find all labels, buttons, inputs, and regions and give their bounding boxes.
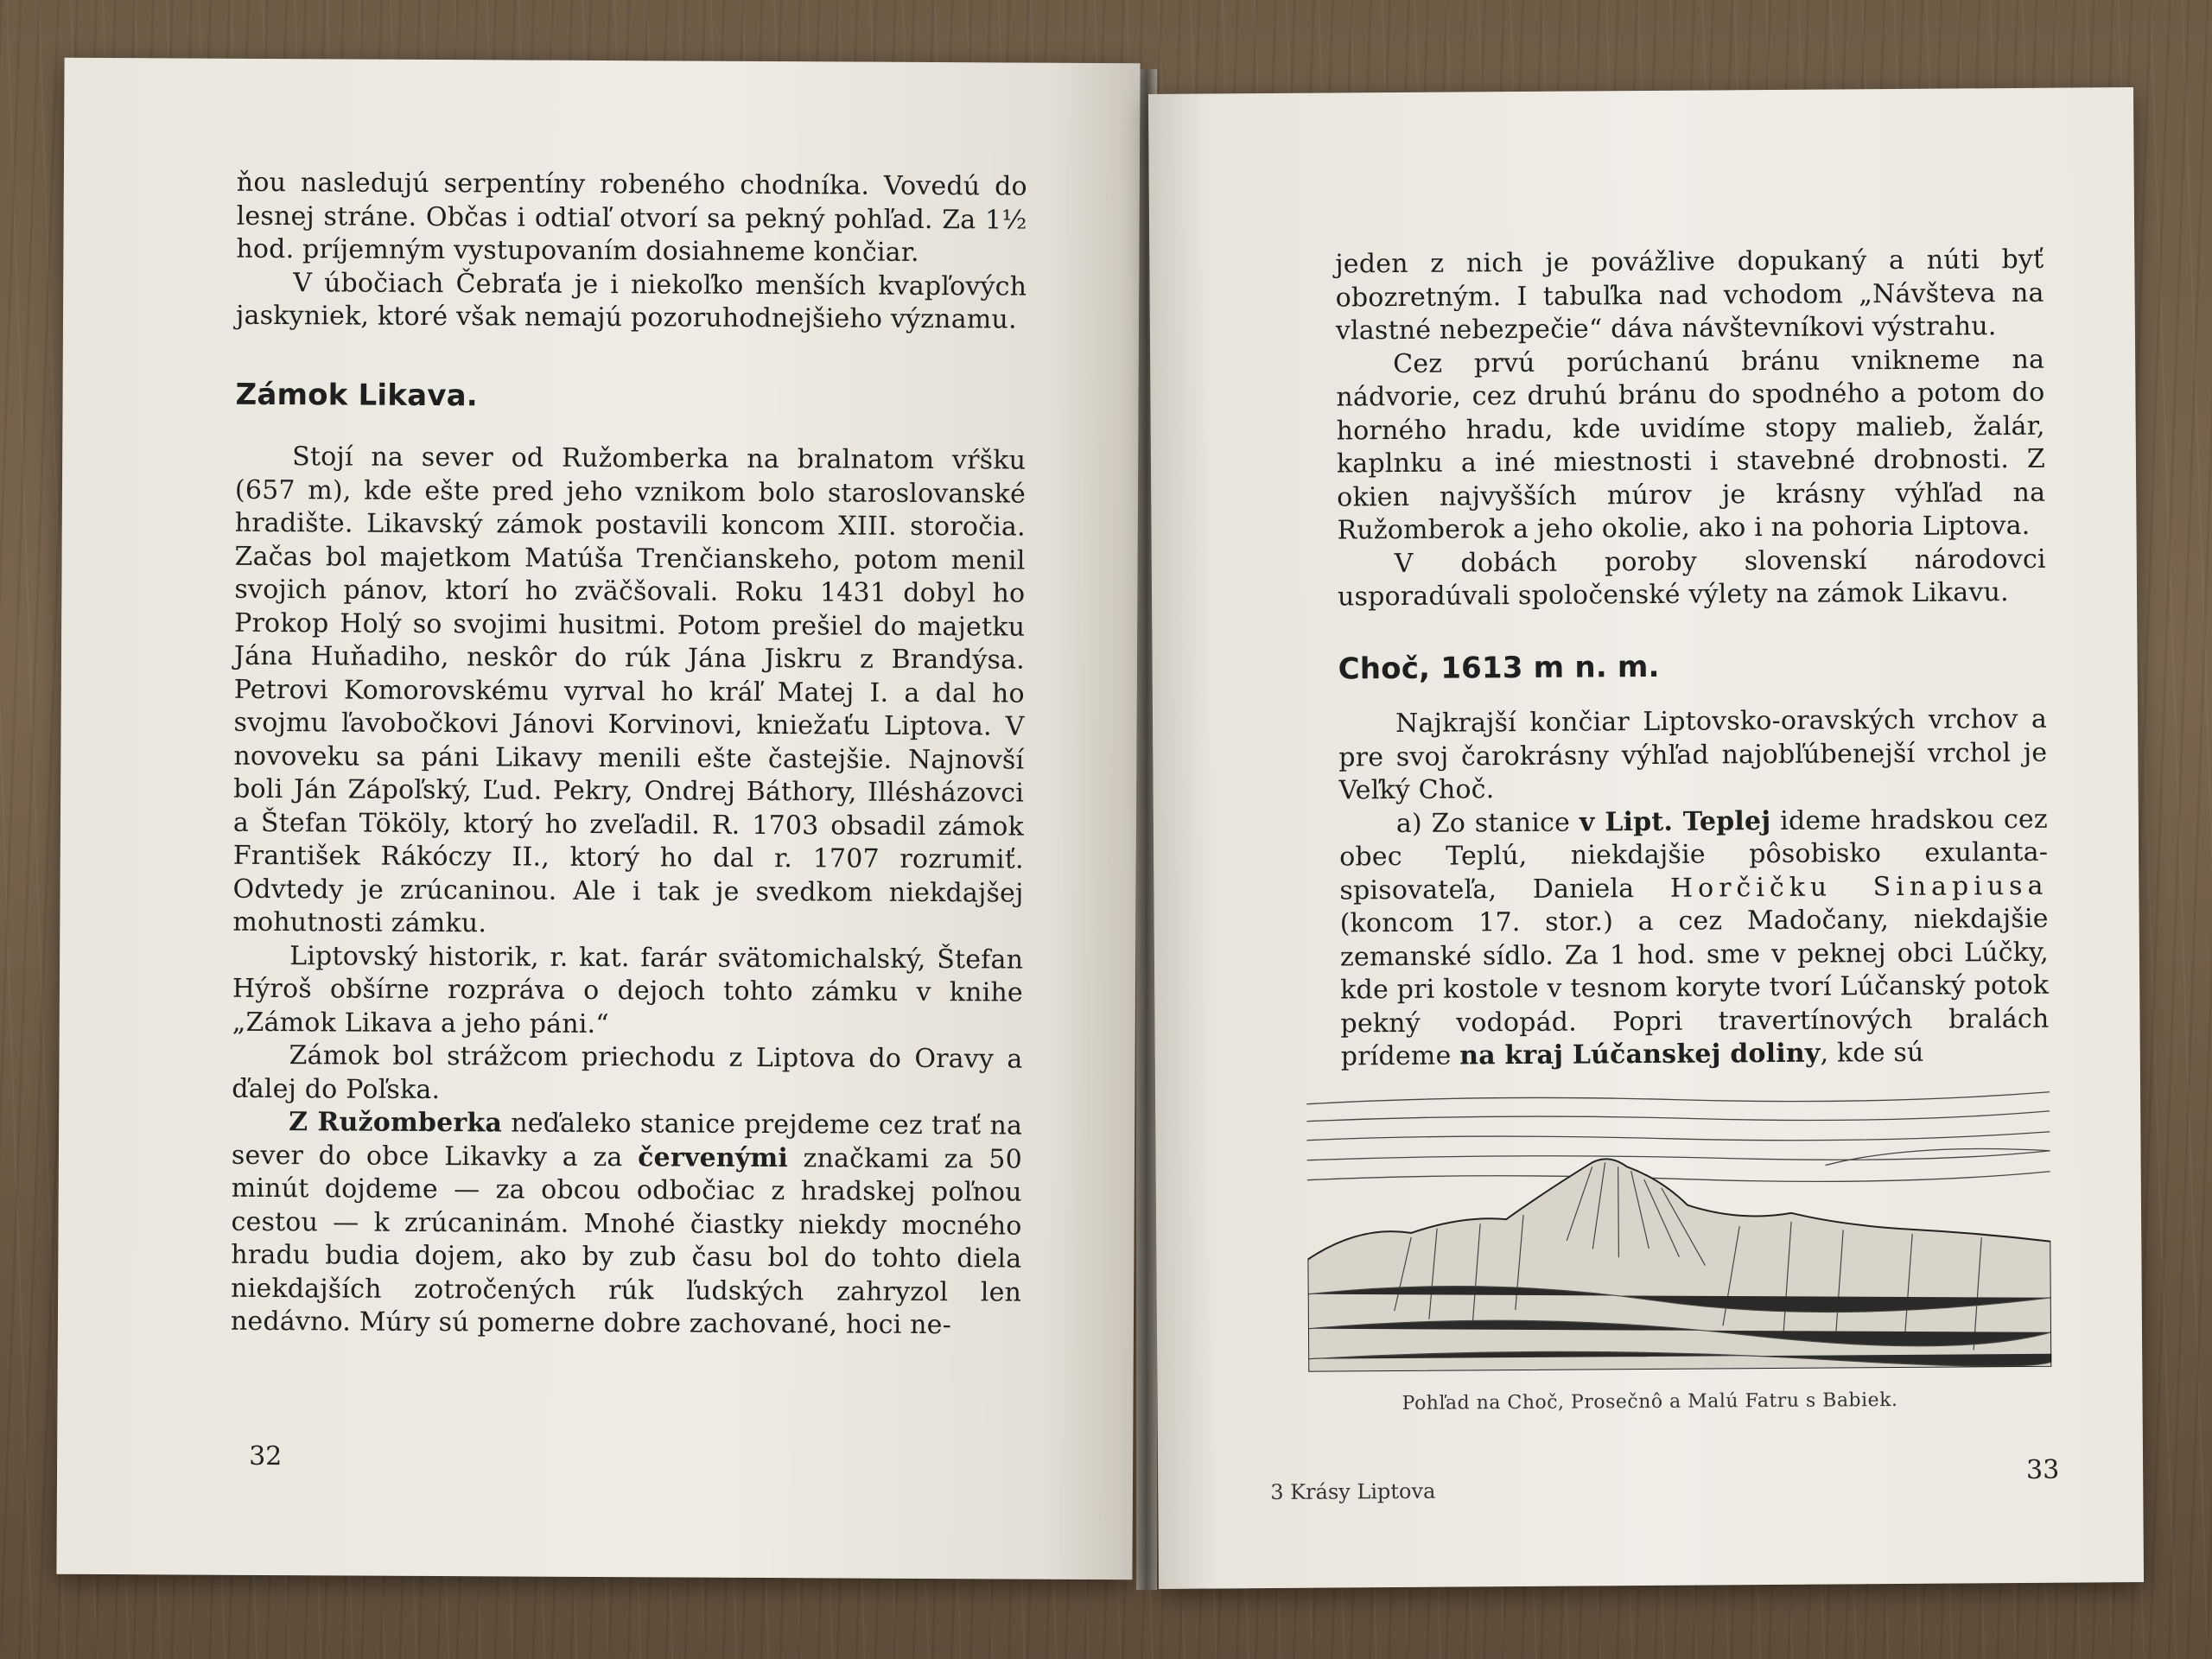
paragraph: V úbočiach Čebraťa je i niekoľko menších kvapľových jaskyniek, ktoré však nemajú pozoruhodnejšieho významu.	[235, 267, 1027, 335]
right-page-text	[1335, 244, 2050, 1074]
text-span: neďaleko stanice prejdeme cez trať na sever do obce Likavky a za	[231, 1108, 1023, 1173]
illustration-caption: Pohľad na Choč, Prosečnô a Malú Fatru s Babiek.	[1402, 1389, 1898, 1414]
paragraph: ňou nasledujú serpentíny robeného chodníka. Vovedú do lesnej stráne. Občas i odtiaľ otvorí sa pekný pohľad. Za 1½ hod. príjemným vystupovaním dosiahneme končiar.	[236, 167, 1027, 268]
page-number: 33	[2025, 1454, 2060, 1485]
bold-text: červenými	[638, 1141, 789, 1173]
text-span: , kde sú	[1820, 1037, 1924, 1069]
text-span: značkami za 50 minút dojdeme — za obcou odbočiac z hradskej poľnou cestou — k zrúcaninám. Mnohé čiastky niekdy mocného hradu budia dojem, ako by zub času bol do tohto diela niekdajších zotročených rúk ľudských zahryzol len nedávno. Múry sú pomerne dobre zachované, hoci ne-	[230, 1142, 1023, 1341]
left-page-text	[231, 167, 1027, 1343]
bold-text: v Lipt. Teplej	[1579, 805, 1771, 838]
paragraph: jeden z nich je povážlive dopukaný a núti byť obozretným. I tabuľka nad vchodom „Návšteva na vlastné nebezpečie“ dáva návštevníkovi výstrahu.	[1335, 244, 2044, 346]
spaced-text: Horčičku Sinapiusa	[1669, 870, 2049, 904]
paragraph: Stojí na sever od Ružomberka na bralnatom vŕšku (657 m), kde ešte pred jeho vznikom bolo staroslovanské hradište. Likavský zámok postavili koncom XIII. storočia. Začas bol majetkom Matúša Trenčianskeho, potom menil svojich pánov, ktorí ho zväčšovali. Roku 1431 dobyl ho Prokop Holý so svojimi husitmi. Potom prešiel do majetku Jána Huňadiho, neskôr do rúk Jána Jiskru z Brandýsa. Petrovi Komorovskému vyrval ho kráľ Matej I. a dal ho svojmu ľavobočkovi Jánovi Korvinovi, kniežaťu Liptova. V novoveku sa páni Likavy menili ešte častejšie. Najnovší boli Ján Zápoľský, Ľud. Pekry, Ondrej Báthory, Illésházovci a Štefan Tököly, ktorý ho zveľadil. R. 1703 obsadil zámok František Rákóczy II., ktorý ho dal r. 1707 rozrumiť. Odvtedy je zrúcaninou. Ale i tak je svedkom niekdajšej mohutnosti zámku.	[232, 442, 1027, 939]
paragraph: V dobách poroby slovenskí národovci usporadúvali spoločenské výlety na zámok Likavu.	[1337, 543, 2046, 613]
section-heading: Zámok Likava.	[235, 377, 478, 413]
paragraph: Cez prvú porúchanú bránu vnikneme na nádvorie, cez druhú bránu do spodného a potom do horného hradu, kde uvidíme stopy malieb, žalár, kaplnku a iné miestnosti i stavebné drobnosti. Z okien najvyšších múrov je krásny výhľad na Ružomberok a jeho okolie, ako i na pohoria Liptova.	[1336, 344, 2046, 546]
page-number: 32	[249, 1440, 283, 1472]
section-heading: Choč, 1613 m n. m.	[1338, 649, 1660, 686]
paragraph	[1339, 803, 2050, 1074]
paragraph: Zámok bol strážcom priechodu z Liptova do Oravy a ďalej do Poľska.	[232, 1040, 1023, 1105]
left-page	[56, 58, 1140, 1580]
bold-text: na kraj Lúčanskej doliny	[1459, 1038, 1821, 1071]
signature-footer: 3 Krásy Liptova	[1270, 1478, 1436, 1505]
bold-text: Z Ružomberka	[289, 1107, 503, 1139]
paragraph	[231, 1106, 1022, 1343]
mountain-illustration	[1306, 1082, 2051, 1372]
right-page	[1148, 87, 2144, 1589]
paragraph: Liptovský historik, r. kat. farár svätomichalský, Štefan Hýroš obšírne rozpráva o dejoch tohto zámku v knihe „Zámok Likava a jeho páni.“	[232, 940, 1024, 1039]
text-span: a) Zo stanice	[1395, 807, 1580, 839]
text-span: ideme hradskou cez obec Teplú, niekdajšie pôsobisko exulanta-spisovateľa, Daniela	[1339, 804, 2049, 906]
text-span: (koncom 17. stor.) a cez Madočany, niekdajšie zemanské sídlo. Za 1 hod. sme v peknej obci Lúčky, kde pri kostole v tesnom koryte tvorí Lúčanský potok pekný vodopád. Popri travertínových bralách prídeme	[1339, 903, 2050, 1072]
open-book	[52, 52, 2143, 1599]
paragraph: Najkrajší končiar Liptovsko-oravských vrchov a pre svoj čarokrásny výhľad najobľúbenejší vrchol je Veľký Choč.	[1338, 703, 2048, 806]
